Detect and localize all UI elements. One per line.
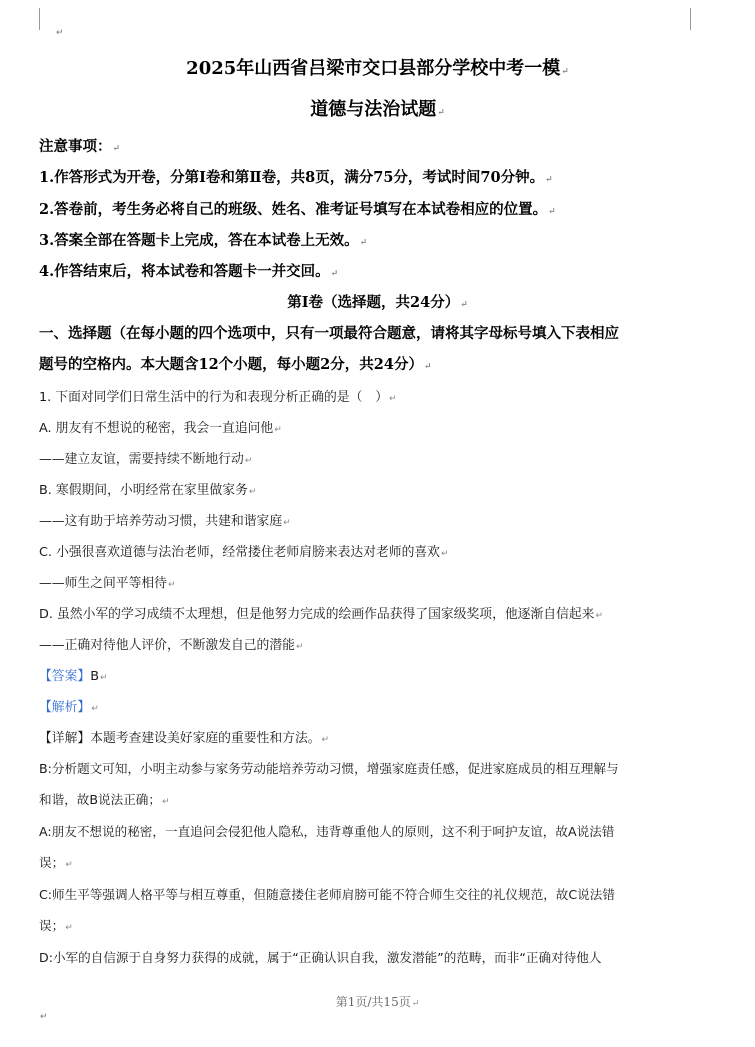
paragraph-mark-icon: ↵ bbox=[595, 611, 604, 621]
explanation-d: D:小军的自信源于自身努力获得的成就，属于“正确认识自我，激发潜能”的范畴，而非“正确对待他人 bbox=[39, 950, 602, 965]
paragraph-mark-icon: ↵ bbox=[330, 269, 339, 279]
paragraph-mark-icon: ↵ bbox=[40, 1012, 48, 1022]
paragraph-mark-icon: ↵ bbox=[161, 797, 170, 807]
paragraph-mark-icon: ↵ bbox=[460, 300, 468, 310]
detail-line: 【详解】本题考查建设美好家庭的重要性和方法。↵ bbox=[39, 731, 330, 746]
question-stem: 1. 下面对同学们日常生活中的行为和表现分析正确的是（ ）↵ bbox=[39, 390, 397, 405]
page-footer: 第1页/共15页↵ bbox=[335, 995, 420, 1009]
paragraph-mark-icon: ↵ bbox=[295, 642, 304, 652]
paragraph-mark-icon: ↵ bbox=[561, 67, 569, 77]
paragraph-mark-icon: ↵ bbox=[359, 238, 368, 248]
paragraph-mark-icon: ↵ bbox=[283, 518, 291, 528]
analysis-line bbox=[39, 696, 99, 715]
paragraph-mark-icon: ↵ bbox=[440, 549, 449, 559]
section-intro: 一、选择题（在每小题的四个选项中，只有一项最符合题意，请将其字母标号填入下表相应 bbox=[39, 325, 619, 342]
paragraph-mark-icon: ↵ bbox=[411, 999, 420, 1009]
paragraph-mark-icon: ↵ bbox=[545, 175, 553, 185]
paragraph-mark-icon: ↵ bbox=[65, 923, 73, 933]
option-d-analysis: ——正确对待他人评价，不断激发自己的潜能↵ bbox=[39, 638, 304, 653]
notice-item: 4.作答结束后，将本试卷和答题卡一并交回。↵ bbox=[39, 263, 339, 280]
option-a-analysis: ——建立友谊，需要持续不断地行动↵ bbox=[39, 452, 253, 467]
paragraph-mark-icon: ↵ bbox=[244, 456, 253, 466]
option-d: D. 虽然小军的学习成绩不太理想，但是他努力完成的绘画作品获得了国家级奖项，他逐渐自信起来↵ bbox=[39, 607, 604, 622]
crop-mark-top-left bbox=[39, 8, 40, 30]
option-c: C. 小强很喜欢道德与法治老师，经常搂住老师肩膀来表达对老师的喜欢↵ bbox=[39, 545, 449, 560]
paragraph-mark-icon: ↵ bbox=[56, 28, 64, 38]
answer-label: 【答案】 bbox=[39, 669, 91, 684]
crop-mark-top-right bbox=[690, 8, 691, 30]
document-title: 2025年山西省吕梁市交口县部分学校中考一模↵ bbox=[186, 58, 569, 79]
paragraph-mark-icon: ↵ bbox=[99, 673, 108, 683]
analysis-label: 【解析】 bbox=[39, 700, 91, 715]
option-b: B. 寒假期间，小明经常在家里做家务↵ bbox=[39, 483, 257, 498]
paragraph-mark-icon: ↵ bbox=[423, 362, 432, 372]
document-subtitle: 道德与法治试题↵ bbox=[310, 99, 445, 120]
answer-value: B bbox=[90, 669, 99, 684]
notice-item: 1.作答形式为开卷，分第Ⅰ卷和第Ⅱ卷，共8页，满分75分，考试时间70分钟。↵ bbox=[39, 169, 553, 186]
explanation-c: C:师生平等强调人格平等与相互尊重，但随意搂住老师肩膀可能不符合师生交往的礼仪规范，故C说法错 bbox=[39, 887, 615, 902]
paragraph-mark-icon: ↵ bbox=[167, 580, 176, 590]
paragraph-mark-icon: ↵ bbox=[389, 394, 397, 404]
paragraph-mark-icon: ↵ bbox=[548, 207, 556, 217]
explanation-b: 和谐，故B说法正确；↵ bbox=[39, 792, 170, 807]
section-intro: 题号的空格内。本大题含12个小题，每小题2分，共24分）↵ bbox=[39, 356, 432, 373]
notice-item: 3.答案全部在答题卡上完成，答在本试卷上无效。↵ bbox=[39, 232, 368, 249]
paragraph-mark-icon: ↵ bbox=[321, 735, 330, 745]
answer-line bbox=[39, 665, 108, 684]
explanation-a: A:朋友不想说的秘密，一直追问会侵犯他人隐私，违背尊重他人的原则，这不利于呵护友谊，故A说法错 bbox=[39, 824, 615, 839]
notice-heading: 注意事项：↵ bbox=[39, 138, 121, 155]
paragraph-mark-icon: ↵ bbox=[437, 108, 445, 118]
option-a: A. 朋友有不想说的秘密，我会一直追问他↵ bbox=[39, 421, 282, 436]
paragraph-mark-icon: ↵ bbox=[274, 425, 282, 435]
section-title: 第Ⅰ卷（选择题，共24分）↵ bbox=[287, 294, 468, 311]
explanation-a: 误；↵ bbox=[39, 855, 73, 870]
option-b-analysis: ——这有助于培养劳动习惯，共建和谐家庭↵ bbox=[39, 514, 291, 529]
paragraph-mark-icon: ↵ bbox=[65, 860, 73, 870]
notice-item: 2.答卷前，考生务必将自己的班级、姓名、准考证号填写在本试卷相应的位置。↵ bbox=[39, 201, 556, 218]
paragraph-mark-icon: ↵ bbox=[248, 487, 257, 497]
explanation-b: B:分析题文可知，小明主动参与家务劳动能培养劳动习惯，增强家庭责任感，促进家庭成员的相互理解与 bbox=[39, 761, 619, 776]
detail-label: 【详解】 bbox=[39, 731, 91, 746]
option-c-analysis: ——师生之间平等相待↵ bbox=[39, 576, 176, 591]
paragraph-mark-icon: ↵ bbox=[112, 144, 121, 154]
explanation-c: 误；↵ bbox=[39, 918, 73, 933]
paragraph-mark-icon: ↵ bbox=[91, 704, 99, 714]
